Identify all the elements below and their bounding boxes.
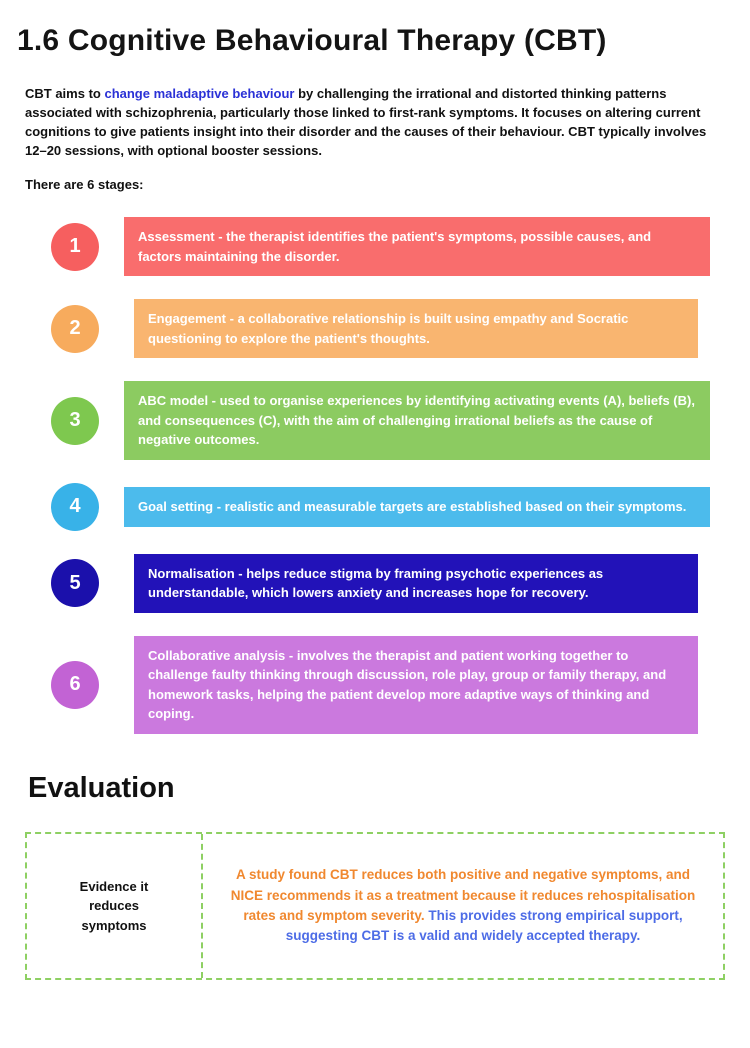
page-title: 1.6 Cognitive Behavioural Therapy (CBT)	[17, 24, 607, 57]
stage-number-badge: 6	[51, 661, 99, 709]
stage-text-bar: ABC model - used to organise experiences by identifying activating events (A), beliefs (B), and consequences (C), with the aim of challenging irrational beliefs as the cause of negative outcomes.	[124, 381, 710, 460]
intro-highlight-link[interactable]: change maladaptive behaviour	[104, 86, 295, 101]
stage-row-3	[0, 381, 750, 460]
stage-text-bar: Collaborative analysis - involves the therapist and patient working together to challenge faulty thinking through discussion, role play, group or family therapy, and homework tasks, helping the patient develop more adaptive ways of thinking and coping.	[134, 636, 698, 734]
stage-number-badge: 2	[51, 305, 99, 353]
intro-text-pre: CBT aims to	[25, 86, 105, 101]
intro-paragraph	[25, 85, 725, 160]
evaluation-row-label: Evidence it reduces symptoms	[79, 878, 149, 933]
stage-row-1	[0, 217, 750, 276]
stage-row-2	[0, 299, 750, 358]
evaluation-heading: Evaluation	[28, 771, 175, 804]
stage-row-5	[0, 554, 750, 613]
stage-row-6	[0, 636, 750, 734]
stage-number-badge: 1	[51, 223, 99, 271]
stage-number-badge: 3	[51, 397, 99, 445]
stage-number-badge: 5	[51, 559, 99, 607]
stages-label: There are 6 stages:	[25, 177, 144, 193]
evaluation-row-label-cell	[27, 834, 203, 978]
stages-list	[0, 217, 750, 734]
stage-number-badge: 4	[51, 483, 99, 531]
evaluation-row-content	[227, 865, 699, 946]
stage-text-bar: Assessment - the therapist identifies the patient's symptoms, possible causes, and factors maintaining the disorder.	[124, 217, 710, 276]
evaluation-row-content-cell	[203, 834, 723, 978]
stage-text-bar: Normalisation - helps reduce stigma by framing psychotic experiences as understandable, which lowers anxiety and increases hope for recovery.	[134, 554, 698, 613]
evaluation-text-orange: A study found CBT reduces both positive and negative symptoms, and NICE recommends it as a treatment because it reduces rehospitalisation rates and symptom severity.	[230, 867, 696, 923]
evaluation-table	[25, 832, 725, 980]
stage-row-4	[0, 483, 750, 531]
intro-text-post: by challenging the irrational and distorted thinking patterns associated with schizophrenia, particularly those linked to first-rank symptoms. It focuses on altering current cognitions to give patients insight into their disorder and the causes of their behaviour. CBT typically involves 12–20 sessions, with optional booster sessions.	[25, 86, 707, 158]
stage-text-bar: Goal setting - realistic and measurable targets are established based on their symptoms.	[124, 487, 710, 527]
stage-text-bar: Engagement - a collaborative relationship is built using empathy and Socratic questioning to explore the patient's thoughts.	[134, 299, 698, 358]
evaluation-text-blue: This provides strong empirical support, suggesting CBT is a valid and widely accepted therapy.	[285, 907, 683, 944]
